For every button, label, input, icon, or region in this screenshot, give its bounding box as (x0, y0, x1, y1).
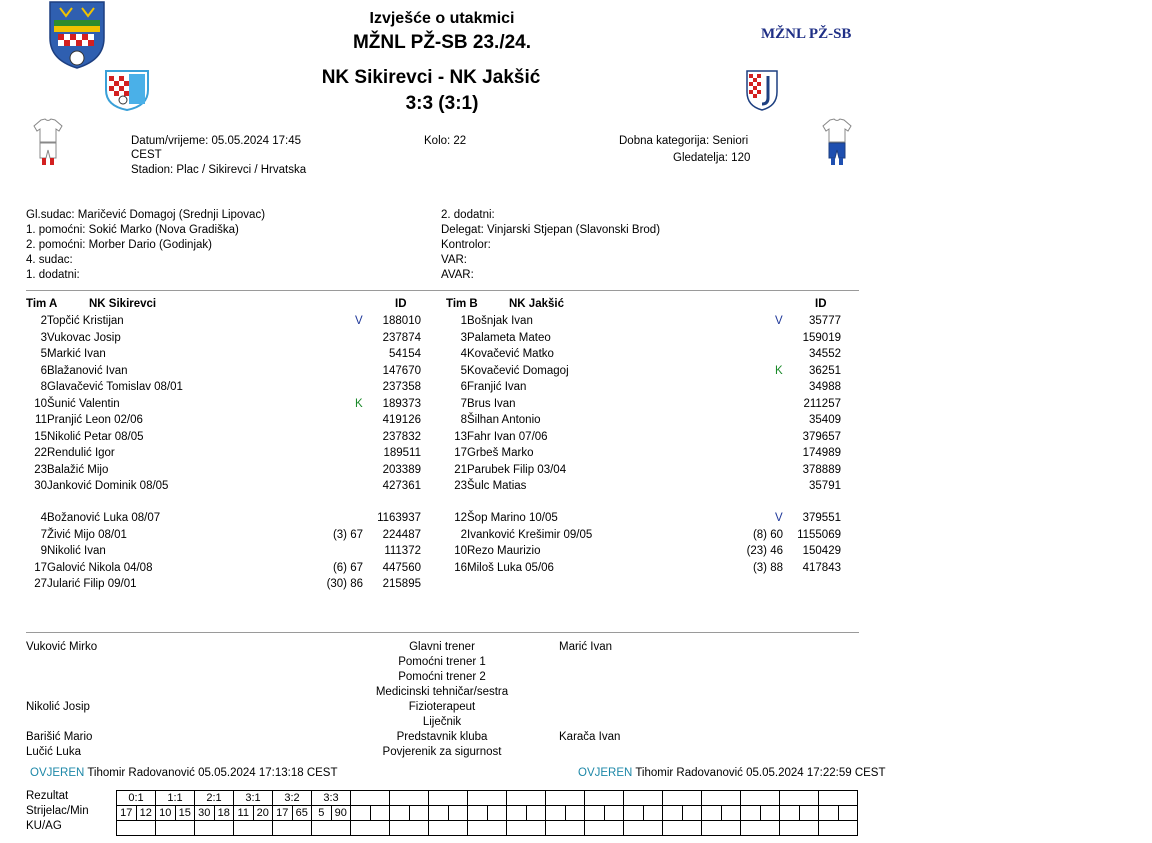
player-number: 8 (460, 414, 467, 426)
official-line: 2. dodatni: (441, 209, 495, 221)
player-number: 6 (460, 381, 467, 393)
ku-ag-cell (351, 821, 390, 836)
player-name: Fahr Ivan 07/06 (467, 430, 548, 443)
staff-role: Pomoćni trener 2 (398, 671, 486, 683)
staff-role: Medicinski tehničar/sestra (375, 686, 509, 698)
team-a-name: NK Sikirevci (89, 298, 157, 310)
player-id: 189373 (382, 397, 421, 410)
substitution-info: (8) 60 (752, 528, 783, 541)
scorer-minute-cell (838, 806, 858, 821)
player-row (445, 379, 845, 395)
substitution-info: (30) 86 (326, 578, 363, 590)
player-id: 188010 (382, 315, 421, 327)
scorer-minute-cell (487, 806, 507, 821)
away-verification (578, 767, 886, 779)
scorer-minute-cell (351, 806, 371, 821)
player-number: 7 (460, 397, 467, 410)
ku-ag-cell (273, 821, 312, 836)
ku-ag-cell (312, 821, 351, 836)
player-number: 15 (34, 430, 47, 443)
player-name: Nikolić Ivan (47, 545, 106, 557)
scorer-minute-cell: 20 (253, 806, 273, 821)
player-row (25, 510, 425, 526)
player-name: Vukovac Josip (47, 331, 121, 344)
away-kit-icon (822, 118, 852, 166)
substitution-info: (23) 46 (746, 545, 783, 557)
ku-ag-cell (195, 821, 234, 836)
home-verified-text: Tihomir Radovanović 05.05.2024 17:13:18 CEST (87, 767, 338, 779)
official-line: 4. sudac: (26, 254, 73, 266)
team-a-id-header: ID (395, 298, 407, 310)
player-name: Živić Mijo 08/01 (47, 528, 127, 541)
player-id: 237358 (382, 381, 421, 393)
player-name: Pranjić Leon 02/06 (47, 414, 143, 426)
player-number: 21 (454, 463, 467, 476)
scorer-minute-cell: 17 (117, 806, 137, 821)
official-line: 1. dodatni: (26, 269, 80, 281)
scorer-minute-cell (760, 806, 780, 821)
ku-ag-cell (429, 821, 468, 836)
player-row (25, 330, 425, 346)
scorer-minute-cell (526, 806, 546, 821)
ku-ag-cell (234, 821, 273, 836)
home-kit-icon (33, 118, 63, 166)
player-number: 9 (40, 545, 47, 557)
ku-ag-cell (156, 821, 195, 836)
player-id: 36251 (809, 364, 841, 377)
player-id: 147670 (382, 364, 421, 377)
scorer-minute-cell: 11 (234, 806, 254, 821)
player-row (445, 478, 845, 494)
player-name: Palameta Mateo (467, 331, 551, 344)
player-name: Janković Dominik 08/05 (47, 480, 169, 492)
result-cell: 3:1 (234, 791, 273, 806)
player-row (445, 396, 845, 412)
match-timezone: CEST (131, 149, 162, 161)
player-row (25, 543, 425, 559)
ku-ag-cell (624, 821, 663, 836)
player-number: 8 (40, 381, 47, 393)
player-name: Markić Ivan (47, 348, 106, 360)
player-name: Balažić Mijo (47, 463, 109, 476)
scorer-minute-cell: 65 (292, 806, 312, 821)
home-verification (30, 767, 338, 779)
staff-role: Liječnik (422, 716, 462, 728)
scorer-minute-cell (565, 806, 585, 821)
player-name: Ivanković Krešimir 09/05 (467, 528, 593, 541)
player-number: 17 (454, 447, 467, 459)
ku-ag-cell (702, 821, 741, 836)
scorer-minute-cell (546, 806, 566, 821)
player-number: 27 (34, 578, 47, 590)
home-staff-name: Lučić Luka (26, 746, 81, 758)
ku-ag-cell (780, 821, 819, 836)
player-row (25, 313, 425, 329)
player-number: 1 (460, 315, 467, 327)
ku-ag-cell (741, 821, 780, 836)
staff-role: Pomoćni trener 1 (398, 656, 486, 668)
scorer-minute-cell: 17 (273, 806, 293, 821)
result-cell (624, 791, 663, 806)
player-row (445, 363, 845, 379)
player-id: 35777 (809, 315, 841, 327)
result-cell: 3:3 (312, 791, 351, 806)
player-id: 111372 (384, 545, 421, 557)
scorer-minute-cell (682, 806, 702, 821)
scorer-minute-cell (780, 806, 800, 821)
result-cell (819, 791, 858, 806)
player-row (25, 429, 425, 445)
player-name: Blažanović Ivan (47, 364, 128, 377)
player-row (25, 396, 425, 412)
result-cell (702, 791, 741, 806)
player-row (445, 330, 845, 346)
scorer-minute-cell (604, 806, 624, 821)
ku-ag-cell (507, 821, 546, 836)
ku-ag-cell (585, 821, 624, 836)
captain-mark: K (355, 397, 363, 410)
player-row (25, 576, 425, 592)
player-id: 417843 (802, 561, 841, 574)
player-id: 35409 (809, 414, 841, 426)
player-id: 203389 (382, 463, 421, 476)
player-row (25, 527, 425, 543)
player-number: 11 (35, 414, 47, 426)
scorer-minute-cell (429, 806, 449, 821)
player-number: 23 (454, 480, 467, 492)
ku-ag-cell (819, 821, 858, 836)
match-score: 3:3 (3:1) (405, 93, 479, 114)
player-number: 12 (454, 512, 467, 524)
player-number: 10 (34, 397, 47, 410)
player-number: 2 (460, 528, 467, 541)
player-name: Topčić Kristijan (47, 315, 124, 327)
player-name: Parubek Filip 03/04 (467, 463, 567, 476)
player-id: 1163937 (377, 512, 421, 524)
substitution-info: (6) 67 (332, 561, 363, 574)
player-row (445, 560, 845, 576)
player-name: Šop Marino 10/05 (467, 512, 558, 524)
player-number: 22 (34, 447, 47, 459)
scorer-minute-cell: 5 (312, 806, 332, 821)
scorer-minute-cell (799, 806, 819, 821)
player-id: 379657 (802, 430, 841, 443)
official-line: 1. pomoćni: Sokić Marko (Nova Gradiška) (26, 224, 239, 236)
team-a-label: Tim A (26, 298, 58, 310)
result-cell (780, 791, 819, 806)
player-id: 224487 (382, 528, 421, 541)
player-number: 4 (40, 512, 47, 524)
player-id: 34988 (809, 381, 841, 393)
player-number: 2 (40, 315, 47, 327)
result-cell: 3:2 (273, 791, 312, 806)
staff-role: Fizioterapeut (408, 701, 476, 713)
player-row (445, 445, 845, 461)
scorer-row-label: Strijelac/Min (26, 805, 89, 817)
away-staff-name: Karača Ivan (559, 731, 621, 743)
match-round: Kolo: 22 (424, 135, 467, 147)
scorer-minute-cell: 15 (175, 806, 195, 821)
player-row (445, 543, 845, 559)
player-id: 174989 (802, 447, 841, 459)
scorer-minute-cell (721, 806, 741, 821)
scorer-minute-cell (370, 806, 390, 821)
result-cell: 2:1 (195, 791, 234, 806)
staff-role: Predstavnik kluba (396, 731, 488, 743)
player-id: 237832 (382, 430, 421, 443)
player-number: 17 (34, 561, 47, 574)
player-name: Brus Ivan (467, 397, 516, 410)
player-number: 3 (40, 331, 47, 344)
result-cell: 0:1 (117, 791, 156, 806)
player-name: Božanović Luka 08/07 (47, 512, 161, 524)
result-cell (468, 791, 507, 806)
player-id: 189511 (383, 447, 421, 459)
goalkeeper-mark: V (775, 315, 783, 327)
scorer-minute-cell (663, 806, 683, 821)
scorer-minute-cell (819, 806, 839, 821)
result-cell (390, 791, 429, 806)
player-number: 10 (454, 545, 467, 557)
player-row (25, 445, 425, 461)
match-datetime: Datum/vrijeme: 05.05.2024 17:45 (131, 135, 302, 147)
home-staff-name: Nikolić Josip (26, 701, 90, 713)
player-number: 13 (454, 430, 467, 443)
player-row (445, 412, 845, 428)
league-badge-text: MŽNL PŽ-SB (761, 26, 852, 42)
player-number: 3 (460, 331, 467, 344)
player-row (445, 510, 845, 526)
player-name: Bošnjak Ivan (467, 315, 533, 327)
player-id: 237874 (382, 331, 421, 344)
player-id: 447560 (382, 561, 421, 574)
match-stadium: Stadion: Plac / Sikirevci / Hrvatska (131, 164, 307, 176)
player-row (25, 412, 425, 428)
ku-ag-cell (468, 821, 507, 836)
away-verified-text: Tihomir Radovanović 05.05.2024 17:22:59 CEST (635, 767, 886, 779)
player-name: Šilhan Antonio (467, 414, 541, 426)
player-id: 159019 (802, 331, 841, 344)
scorer-minute-cell (409, 806, 429, 821)
scorer-minute-cell (585, 806, 605, 821)
goalkeeper-mark: V (775, 512, 783, 524)
scorer-minute-cell (468, 806, 488, 821)
player-number: 30 (34, 480, 47, 492)
scorer-minute-cell (741, 806, 761, 821)
player-row (445, 429, 845, 445)
player-id: 54154 (389, 348, 421, 360)
official-line: 2. pomoćni: Morber Dario (Godinjak) (26, 239, 212, 251)
player-id: 215895 (382, 578, 421, 590)
result-row-label: Rezultat (26, 790, 69, 802)
scorer-minute-cell (624, 806, 644, 821)
score-table (116, 790, 858, 836)
player-name: Franjić Ivan (467, 381, 527, 393)
player-name: Grbeš Marko (467, 447, 534, 459)
result-cell (663, 791, 702, 806)
result-cell (429, 791, 468, 806)
player-row (25, 379, 425, 395)
scorer-minute-cell (702, 806, 722, 821)
scorer-minute-cell: 90 (331, 806, 351, 821)
player-number: 7 (40, 528, 47, 541)
official-line: VAR: (441, 254, 467, 266)
player-row (25, 462, 425, 478)
result-cell (741, 791, 780, 806)
player-number: 5 (40, 348, 47, 360)
player-name: Šunić Valentin (47, 397, 120, 410)
player-id: 35791 (809, 480, 841, 492)
away-staff-name: Marić Ivan (559, 641, 613, 653)
staff-role: Glavni trener (409, 641, 475, 653)
scorer-minute-cell (507, 806, 527, 821)
away-verified-status: OVJEREN (578, 767, 633, 779)
player-id: 211257 (803, 397, 841, 410)
result-cell: 1:1 (156, 791, 195, 806)
official-line: Kontrolor: (441, 239, 491, 251)
team-b-name: NK Jakšić (509, 298, 564, 310)
substitution-info: (3) 67 (332, 528, 363, 541)
home-staff-name: Barišić Mario (26, 731, 93, 743)
player-name: Jularić Filip 09/01 (47, 578, 137, 590)
substitution-info: (3) 88 (752, 561, 783, 574)
player-row (25, 560, 425, 576)
player-name: Glavačević Tomislav 08/01 (47, 381, 183, 393)
ku-ag-cell (390, 821, 429, 836)
player-number: 16 (454, 561, 467, 574)
age-category: Dobna kategorija: Seniori (619, 135, 749, 147)
ku-ag-cell (663, 821, 702, 836)
player-row (445, 346, 845, 362)
ku-ag-row-label: KU/AG (26, 820, 62, 832)
staff-role: Povjerenik za sigurnost (382, 746, 502, 758)
home-verified-status: OVJEREN (30, 767, 85, 779)
player-id: 379551 (802, 512, 841, 524)
official-line: Gl.sudac: Maričević Domagoj (Srednji Lipovac) (26, 209, 266, 221)
captain-mark: K (775, 364, 783, 377)
player-id: 427361 (382, 480, 421, 492)
team-b-id-header: ID (815, 298, 827, 310)
player-name: Kovačević Matko (467, 348, 554, 360)
player-name: Rezo Maurizio (467, 545, 541, 557)
player-id: 419126 (382, 414, 421, 426)
scorer-minute-cell (448, 806, 468, 821)
result-cell (585, 791, 624, 806)
result-cell (351, 791, 390, 806)
divider (26, 290, 859, 291)
official-line: AVAR: (441, 269, 474, 281)
player-number: 5 (460, 364, 467, 377)
player-name: Rendulić Igor (47, 447, 115, 459)
goalkeeper-mark: V (355, 315, 363, 327)
scorer-minute-cell: 30 (195, 806, 215, 821)
player-id: 150429 (802, 545, 841, 557)
scorer-minute-cell (390, 806, 410, 821)
result-cell (546, 791, 585, 806)
player-name: Kovačević Domagoj (467, 364, 569, 377)
player-name: Miloš Luka 05/06 (467, 561, 554, 574)
player-id: 34552 (809, 348, 841, 360)
player-number: 4 (460, 348, 467, 360)
scorer-minute-cell (643, 806, 663, 821)
home-staff-name: Vuković Mirko (26, 641, 98, 653)
player-row (445, 313, 845, 329)
player-row (25, 478, 425, 494)
scorer-minute-cell: 12 (136, 806, 156, 821)
player-name: Nikolić Petar 08/05 (47, 430, 144, 443)
team-b-label: Tim B (446, 298, 478, 310)
official-line: Delegat: Vinjarski Stjepan (Slavonski Brod) (441, 224, 661, 236)
player-row (445, 527, 845, 543)
scorer-minute-cell: 10 (156, 806, 176, 821)
match-title: NK Sikirevci - NK Jakšić (321, 67, 541, 88)
player-row (25, 346, 425, 362)
attendance: Gledatelja: 120 (673, 152, 751, 164)
player-row (25, 363, 425, 379)
player-id: 378889 (802, 463, 841, 476)
player-name: Šulc Matias (467, 480, 527, 492)
result-cell (507, 791, 546, 806)
player-id: 1155069 (797, 528, 841, 541)
scorer-minute-cell: 18 (214, 806, 234, 821)
player-row (445, 462, 845, 478)
ku-ag-cell (546, 821, 585, 836)
player-name: Galović Nikola 04/08 (47, 561, 153, 574)
divider (26, 632, 859, 633)
player-number: 6 (40, 364, 47, 377)
player-number: 23 (34, 463, 47, 476)
league-season-title: MŽNL PŽ-SB 23./24. (352, 32, 532, 53)
ku-ag-cell (117, 821, 156, 836)
report-title: Izvješće o utakmici (369, 10, 515, 27)
